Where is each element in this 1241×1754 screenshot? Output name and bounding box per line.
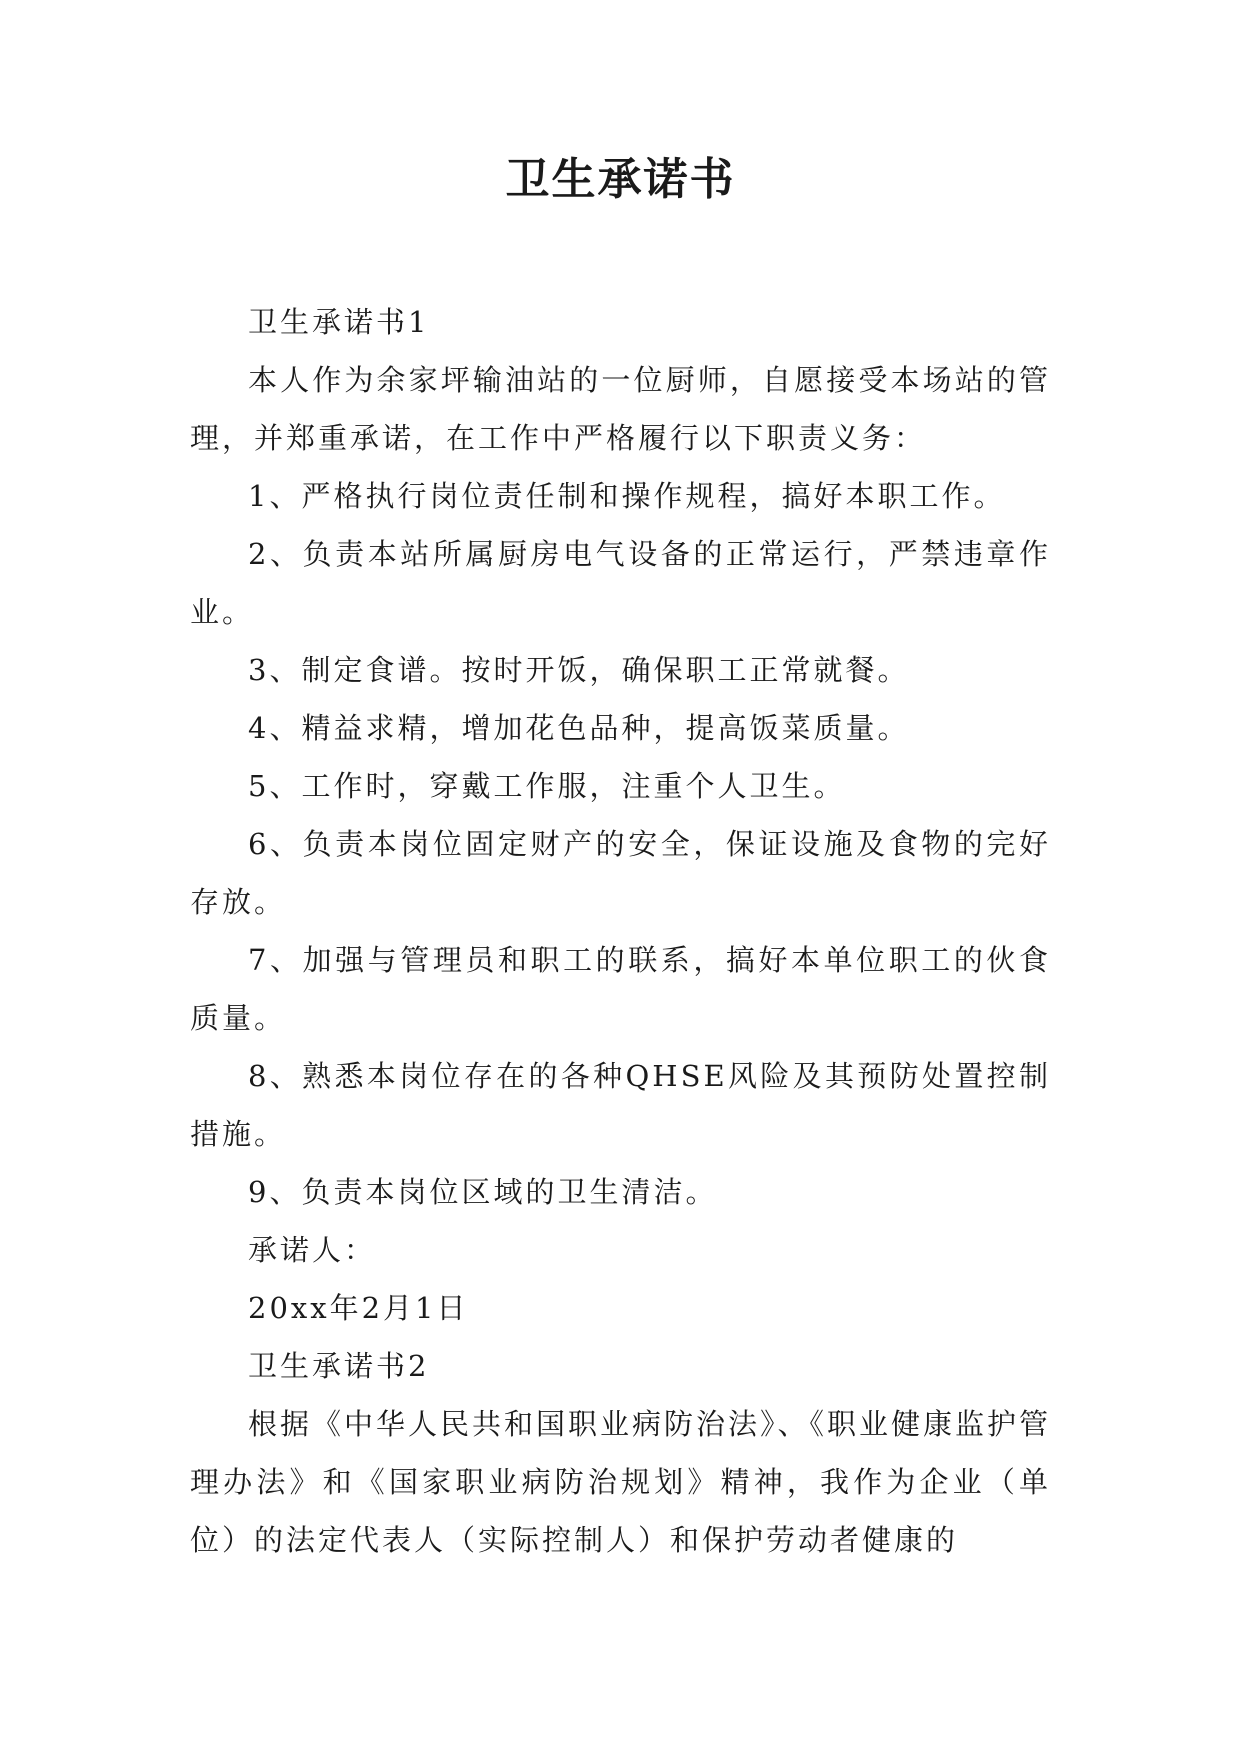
duty-item-2: 2、负责本站所属厨房电气设备的正常运行，严禁违章作业。	[190, 537, 1051, 629]
duty-item-8: 8、熟悉本岗位存在的各种QHSE风险及其预防处置控制措施。	[190, 1059, 1051, 1151]
duty-item-5: 5、工作时，穿戴工作服，注重个人卫生。	[248, 769, 846, 803]
duty-item-4: 4、精益求精，增加花色品种，提高饭菜质量。	[248, 711, 910, 745]
signing-date: 20xx年2月1日	[248, 1291, 469, 1325]
duty-item-6: 6、负责本岗位固定财产的安全，保证设施及食物的完好存放。	[190, 827, 1051, 919]
duty-item-7: 7、加强与管理员和职工的联系，搞好本单位职工的伙食质量。	[190, 943, 1051, 1035]
intro-paragraph: 本人作为余家坪输油站的一位厨师，自愿接受本场站的管理，并郑重承诺，在工作中严格履行以下职责义务：	[190, 363, 1051, 455]
signatory-label: 承诺人：	[248, 1233, 377, 1267]
document-body	[190, 293, 1051, 1569]
section-heading-1: 卫生承诺书1	[248, 305, 430, 339]
duty-item-9: 9、负责本岗位区域的卫生清洁。	[248, 1175, 718, 1209]
section-heading-2: 卫生承诺书2	[248, 1349, 430, 1383]
section-2-paragraph: 根据《中华人民共和国职业病防治法》、《职业健康监护管理办法》和《国家职业病防治规划》精神，我作为企业（单位）的法定代表人（实际控制人）和保护劳动者健康的	[190, 1407, 1052, 1557]
document-title: 卫生承诺书	[505, 154, 736, 205]
duty-item-1: 1、严格执行岗位责任制和操作规程，搞好本职工作。	[248, 479, 1006, 513]
duty-item-3: 3、制定食谱。按时开饭，确保职工正常就餐。	[248, 653, 910, 687]
